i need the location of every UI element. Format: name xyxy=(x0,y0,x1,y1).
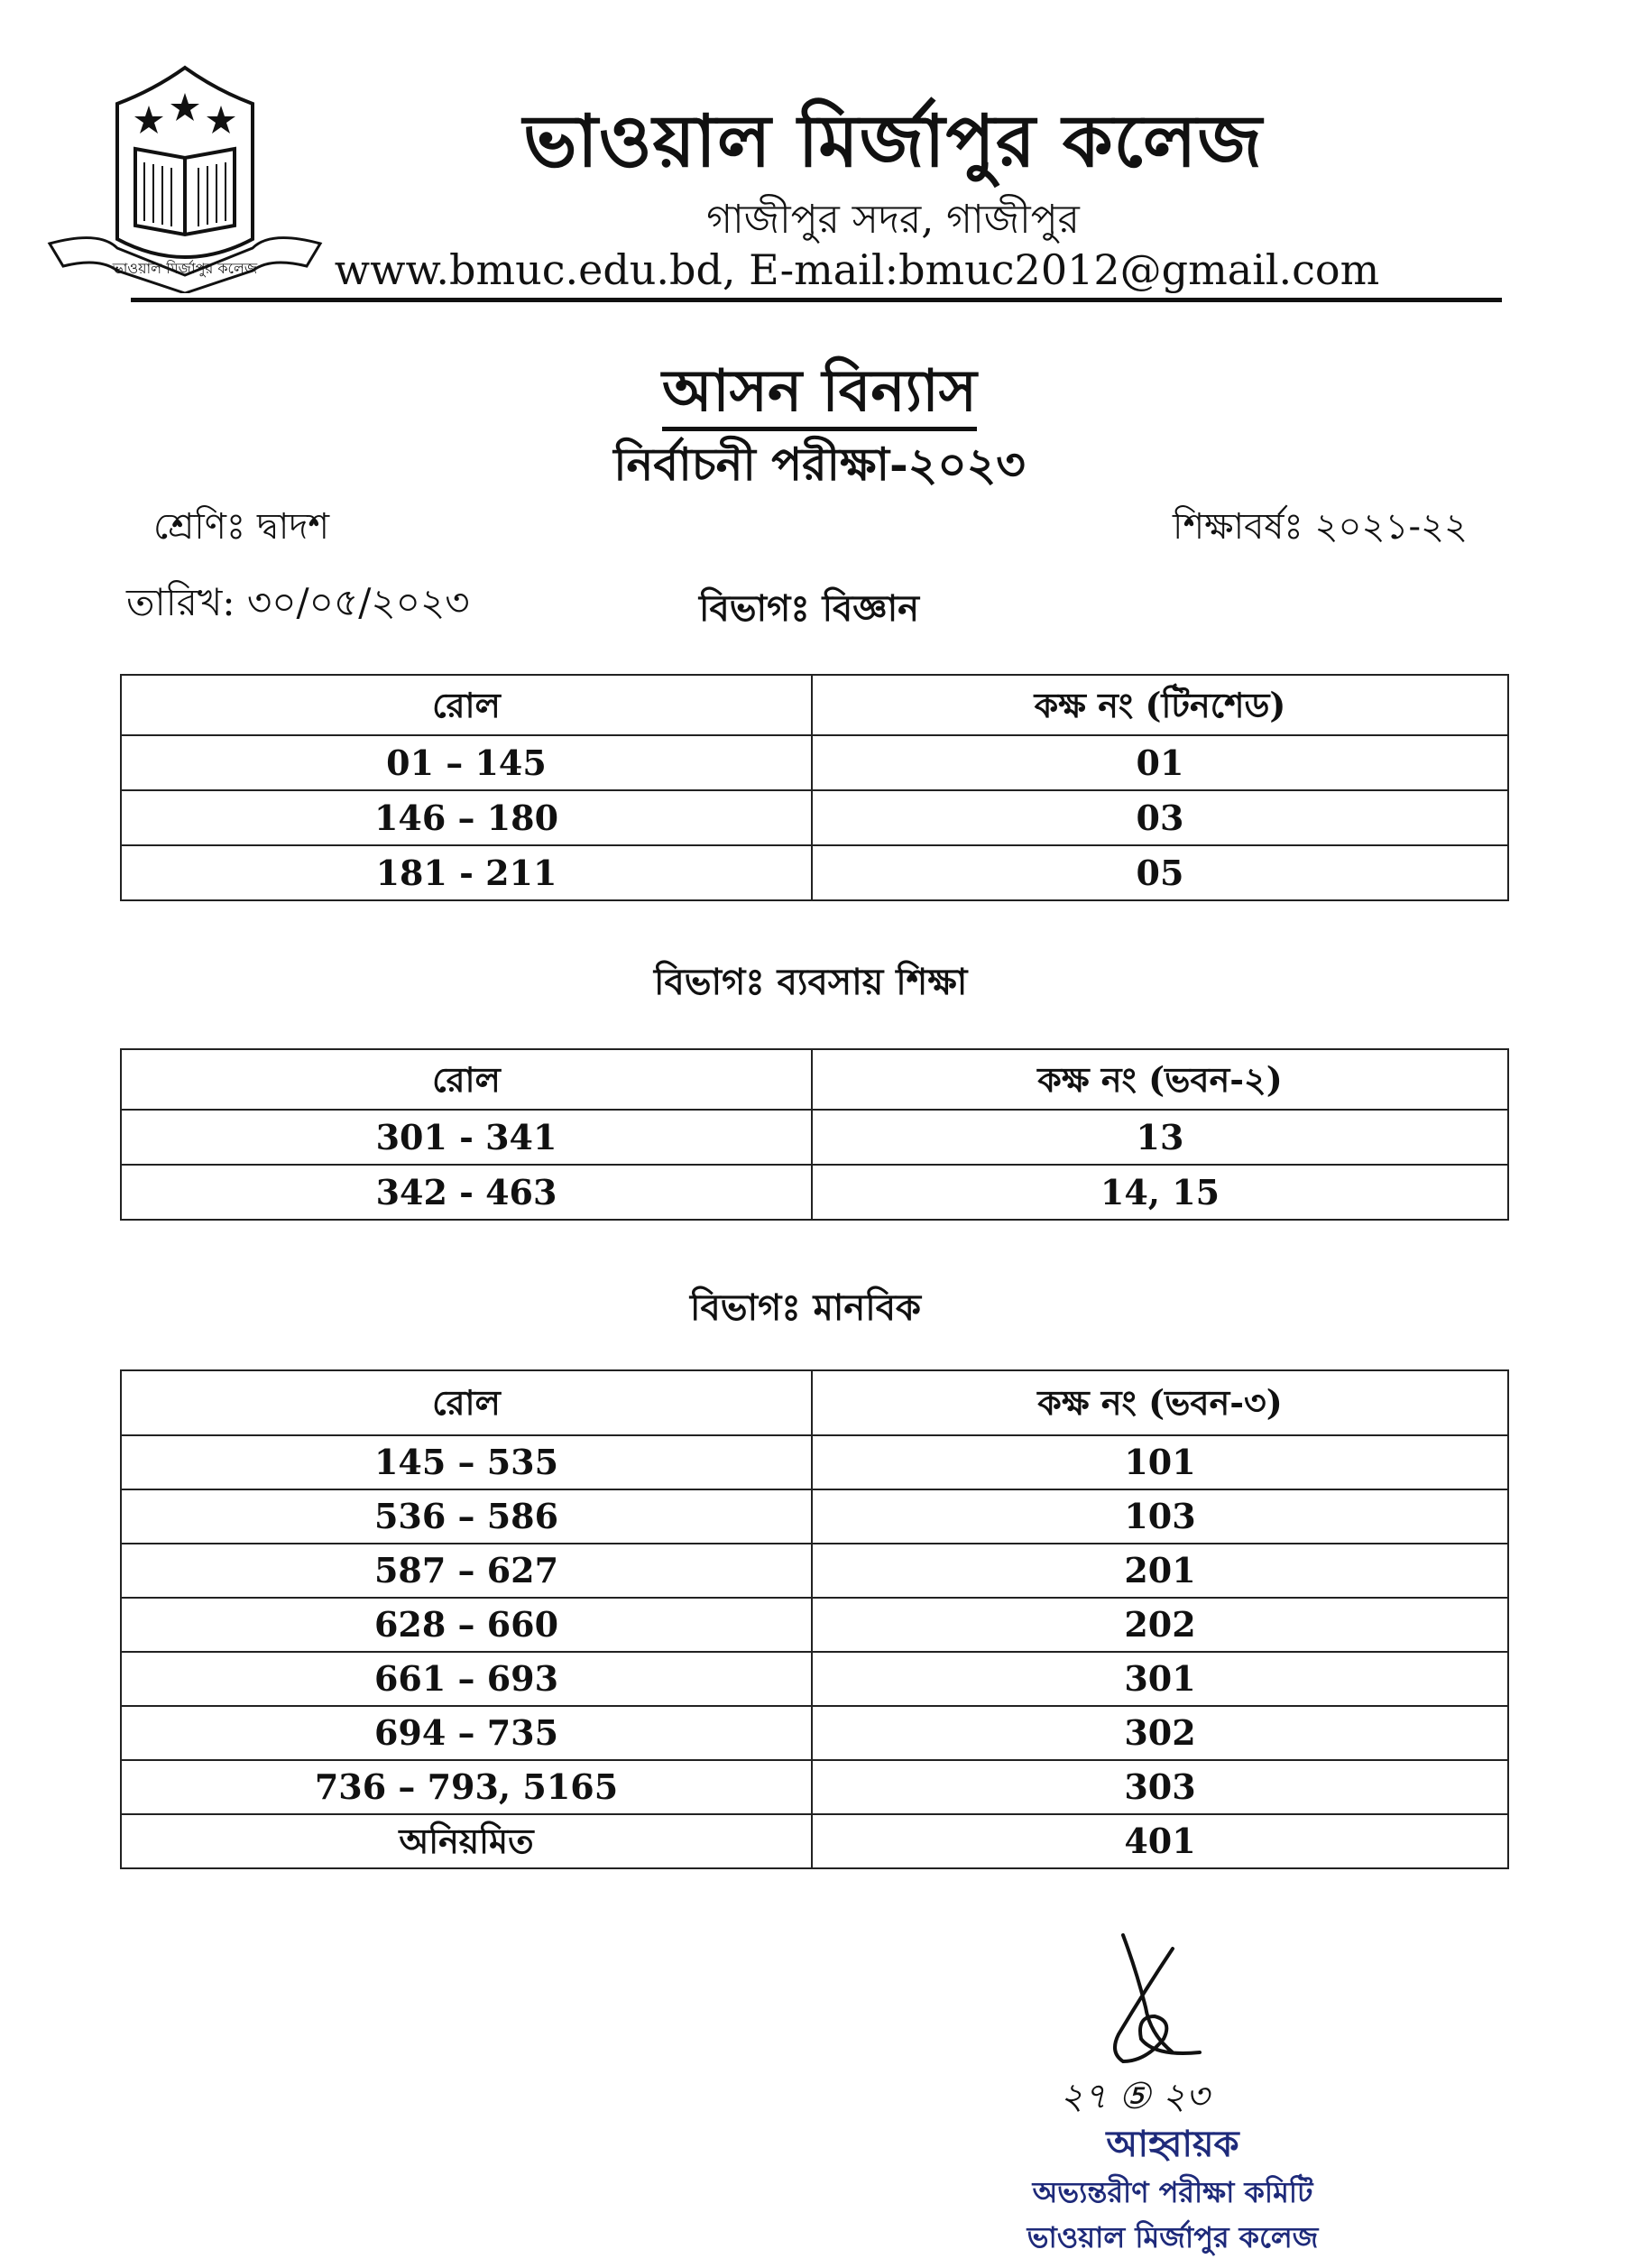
room-cell: 03 xyxy=(812,790,1508,845)
department-humanities: বিভাগঃ মানবিক xyxy=(690,1286,921,1329)
col-roll-header: রোল xyxy=(121,1049,812,1110)
table-row xyxy=(121,1598,1508,1652)
table-row xyxy=(121,1814,1508,1868)
table-row xyxy=(121,1706,1508,1760)
room-cell: 05 xyxy=(812,845,1508,900)
signatory-college: ভাওয়াল মির্জাপুর কলেজ xyxy=(1027,2220,1319,2254)
table-row xyxy=(121,1489,1508,1544)
seat-table-business xyxy=(120,1048,1509,1221)
room-cell: 303 xyxy=(812,1760,1508,1814)
table-header-row xyxy=(121,1370,1508,1435)
svg-text:ভাওয়াল মির্জাপুর কলেজ: ভাওয়াল মির্জাপুর কলেজ xyxy=(112,260,258,277)
seat-table-humanities xyxy=(120,1369,1509,1869)
room-cell: 302 xyxy=(812,1706,1508,1760)
college-name: ভাওয়াল মির্জাপুর কলেজ xyxy=(522,98,1264,183)
session-label: শিক্ষাবর্ষঃ ২০২১-২২ xyxy=(1173,506,1468,548)
room-cell: 401 xyxy=(812,1814,1508,1868)
room-cell: 202 xyxy=(812,1598,1508,1652)
table-row xyxy=(121,735,1508,790)
roll-cell: 694 – 735 xyxy=(121,1706,812,1760)
roll-cell: 661 – 693 xyxy=(121,1652,812,1706)
col-room-header: কক্ষ নং (টিনশেড) xyxy=(812,675,1508,735)
table-row xyxy=(121,1110,1508,1165)
table-row xyxy=(121,1165,1508,1220)
department-business: বিভাগঃ ব্যবসায় শিক্ষা xyxy=(654,961,968,1003)
roll-cell: 01 – 145 xyxy=(121,735,812,790)
room-cell: 01 xyxy=(812,735,1508,790)
table-header-row xyxy=(121,675,1508,735)
table-row xyxy=(121,1760,1508,1814)
department-science: বিভাগঃ বিজ্ঞান xyxy=(699,587,920,630)
table-row xyxy=(121,1652,1508,1706)
signature-scribble-icon xyxy=(1037,1926,1272,2070)
roll-cell: 736 – 793, 5165 xyxy=(121,1760,812,1814)
signatory-role: আহ্বায়ক xyxy=(1106,2123,1239,2165)
table-row xyxy=(121,790,1508,845)
room-cell: 103 xyxy=(812,1489,1508,1544)
roll-cell: 146 – 180 xyxy=(121,790,812,845)
page-title xyxy=(0,347,1639,444)
room-cell: 101 xyxy=(812,1435,1508,1489)
date-label: তারিখ: ৩০/০৫/২০২৩ xyxy=(126,580,470,624)
roll-cell: 587 – 627 xyxy=(121,1544,812,1598)
college-logo-icon xyxy=(45,50,325,293)
roll-cell: 536 – 586 xyxy=(121,1489,812,1544)
table-row xyxy=(121,1435,1508,1489)
page-title-text: আসন বিন্যাস xyxy=(662,357,977,431)
roll-cell: 342 - 463 xyxy=(121,1165,812,1220)
col-room-header: কক্ষ নং (ভবন-৩) xyxy=(812,1370,1508,1435)
roll-cell: 181 - 211 xyxy=(121,845,812,900)
roll-cell: 145 – 535 xyxy=(121,1435,812,1489)
signature-date: ২৭ ⑤ ২৩ xyxy=(1060,2076,1210,2117)
header-divider xyxy=(131,298,1502,302)
class-label: শ্রেণিঃ দ্বাদশ xyxy=(153,506,330,548)
signatory-committee: অভ্যন্তরীণ পরীক্ষা কমিটি xyxy=(1032,2175,1313,2209)
col-room-header: কক্ষ নং (ভবন-২) xyxy=(812,1049,1508,1110)
room-cell: 14, 15 xyxy=(812,1165,1508,1220)
room-cell: 301 xyxy=(812,1652,1508,1706)
college-address: গাজীপুর সদর, গাজীপুর xyxy=(706,197,1080,243)
col-roll-header: রোল xyxy=(121,1370,812,1435)
roll-cell: 301 - 341 xyxy=(121,1110,812,1165)
room-cell: 201 xyxy=(812,1544,1508,1598)
table-row xyxy=(121,1544,1508,1598)
college-web-email: www.bmuc.edu.bd, E-mail:bmuc2012@gmail.com xyxy=(334,245,1380,294)
roll-cell: অনিয়মিত xyxy=(121,1814,812,1868)
table-row xyxy=(121,845,1508,900)
roll-cell: 628 – 660 xyxy=(121,1598,812,1652)
seat-table-science xyxy=(120,674,1509,901)
col-roll-header: রোল xyxy=(121,675,812,735)
table-header-row xyxy=(121,1049,1508,1110)
room-cell: 13 xyxy=(812,1110,1508,1165)
page-subtitle: নির্বাচনী পরীক্ষা-২০২৩ xyxy=(613,438,1026,491)
